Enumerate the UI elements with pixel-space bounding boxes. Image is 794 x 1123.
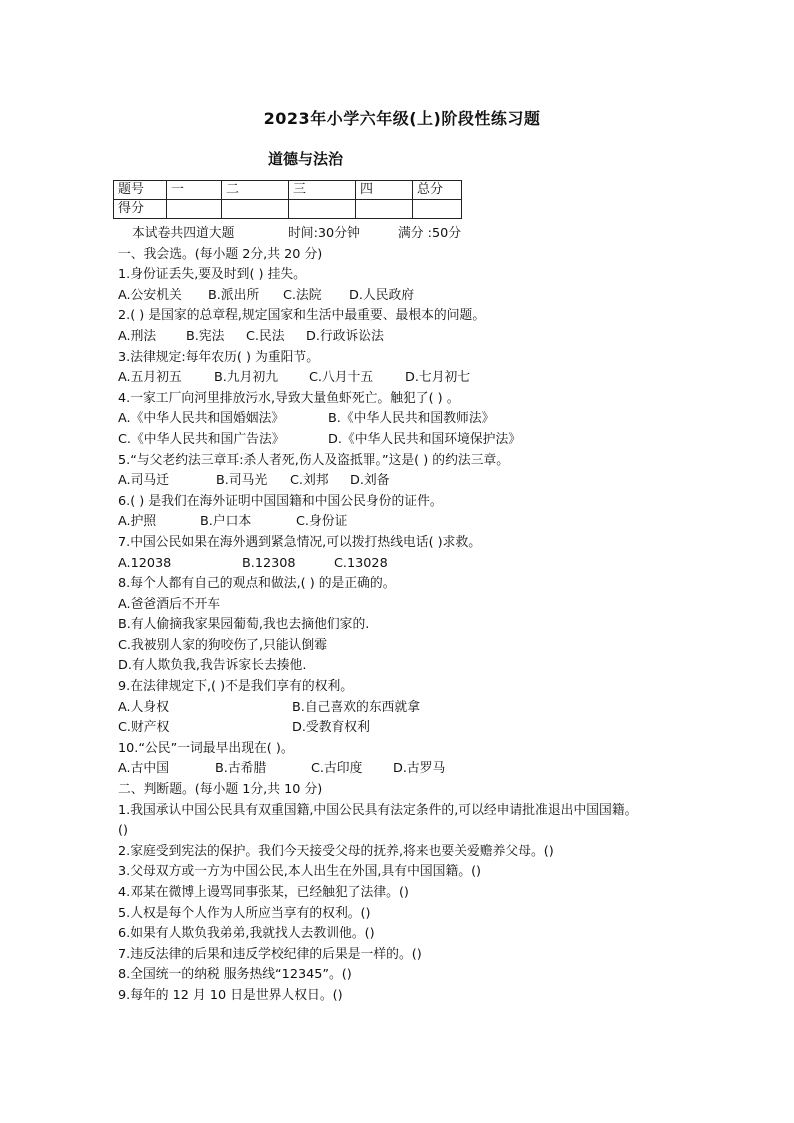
judgment-item: 4.邓某在微博上谩骂同事张某，已经触犯了法律。() xyxy=(118,885,409,900)
question-stem: 2.( ) 是国家的总章程,规定国家和生活中最重要、最根本的问题。 xyxy=(118,308,486,324)
option: C.刘邦 xyxy=(290,473,329,489)
full-score: 满分 :50分 xyxy=(398,226,462,241)
question-stem: 10.“公民”一词最早出现在( )。 xyxy=(118,740,294,756)
score-table-score-row xyxy=(114,200,462,219)
option: B.户口本 xyxy=(200,514,252,530)
judgment-item: 7.违反法律的后果和违反学校纪律的后果是一样的。() xyxy=(118,946,422,962)
question-stem: 8.每个人都有自己的观点和做法,( ) 的是正确的。 xyxy=(118,576,396,592)
option: C.财产权 xyxy=(118,720,170,736)
question-options xyxy=(118,327,718,348)
document-title: 2023年小学六年级(上)阶段性练习题 xyxy=(263,109,541,128)
option: D.刘备 xyxy=(350,473,390,489)
score-cell xyxy=(222,200,289,219)
option: C.八月十五 xyxy=(309,370,374,386)
option: C.身份证 xyxy=(296,514,348,530)
option: C.13028 xyxy=(334,555,388,571)
question-options xyxy=(118,759,718,780)
option: A.《中华人民共和国婚姻法》 xyxy=(118,411,285,427)
option: A.护照 xyxy=(118,514,157,530)
score-cell: 二 xyxy=(222,181,289,200)
score-cell: 三 xyxy=(289,181,356,200)
option: D.《中华人民共和国环境保护法》 xyxy=(328,431,522,447)
option: C.法院 xyxy=(283,287,322,303)
question-stem: 1.身份证丢失,要及时到( ) 挂失。 xyxy=(118,267,306,283)
time-limit: 时间:30分钟 xyxy=(288,226,360,241)
question-stem: 7.中国公民如果在海外遇到紧急情况,可以拨打热线电话( )求救。 xyxy=(118,534,482,550)
option: B.九月初九 xyxy=(214,370,279,386)
judgment-item: 9.每年的 12 月 10 日是世界人权日。() xyxy=(118,987,343,1003)
question-options xyxy=(118,409,718,430)
option: C.《中华人民共和国广告法》 xyxy=(118,431,285,447)
subject-title: 道德与法治 xyxy=(268,150,344,168)
score-table-header-row xyxy=(114,181,462,200)
score-cell xyxy=(413,200,462,219)
score-cell: 总分 xyxy=(413,181,462,200)
option: B.派出所 xyxy=(208,287,260,303)
question-stem: 5.“与父老约法三章耳:杀人者死,伤人及盗抵罪。”这是( ) 的约法三章。 xyxy=(118,452,510,468)
option: B.司马光 xyxy=(216,473,268,489)
option: A.五月初五 xyxy=(118,370,182,386)
option: B.有人偷摘我家果园葡萄,我也去摘他们家的. xyxy=(118,617,370,633)
score-cell xyxy=(289,200,356,219)
question-options xyxy=(118,430,718,451)
option: C.古印度 xyxy=(311,761,363,777)
judgment-item: () xyxy=(118,823,128,839)
question-count: 本试卷共四道大题 xyxy=(132,226,235,241)
option: D.古罗马 xyxy=(393,761,446,777)
judgment-item: 1.我国承认中国公民具有双重国籍,中国公民具有法定条件的,可以经申请批准退出中国国籍。 xyxy=(118,802,638,818)
option: D.人民政府 xyxy=(349,287,415,303)
option: B.《中华人民共和国教师法》 xyxy=(328,411,495,427)
option: D.行政诉讼法 xyxy=(306,328,384,344)
score-cell xyxy=(356,200,413,219)
score-cell: 一 xyxy=(167,181,222,200)
question-options xyxy=(118,286,718,307)
option: B.12308 xyxy=(242,555,296,571)
judgment-item: 8.全国统一的纳税 服务热线“12345”。() xyxy=(118,967,352,983)
option: D.受教育权利 xyxy=(292,720,370,736)
judgment-item: 3.父母双方或一方为中国公民,本人出生在外国,具有中国国籍。() xyxy=(118,864,482,880)
score-cell xyxy=(167,200,222,219)
option: A.司马迁 xyxy=(118,473,169,489)
question-options xyxy=(118,368,718,389)
question-options xyxy=(118,471,718,492)
question-stem: 6.( ) 是我们在海外证明中国国籍和中国公民身份的证件。 xyxy=(118,493,443,509)
option: B.自己喜欢的东西就拿 xyxy=(292,699,421,715)
option: A.12038 xyxy=(118,555,172,571)
score-cell: 得分 xyxy=(114,200,167,219)
option: B.宪法 xyxy=(186,328,225,344)
option: C.民法 xyxy=(246,328,285,344)
option: C.我被别人家的狗咬伤了,只能认倒霉 xyxy=(118,637,328,653)
score-cell: 题号 xyxy=(114,181,167,200)
section-heading: 一、我会选。(每小题 2分,共 20 分) xyxy=(118,246,323,262)
question-options xyxy=(118,718,718,739)
score-cell: 四 xyxy=(356,181,413,200)
option: A.人身权 xyxy=(118,699,169,715)
option: A.公安机关 xyxy=(118,287,182,303)
question-stem: 3.法律规定:每年农历( ) 为重阳节。 xyxy=(118,349,320,365)
exam-info xyxy=(118,224,718,245)
question-options xyxy=(118,698,718,719)
score-table xyxy=(113,180,462,219)
judgment-item: 2.家庭受到宪法的保护。我们今天接受父母的抚养,将来也要关爱赡养父母。() xyxy=(118,843,554,859)
option: A.古中国 xyxy=(118,761,169,777)
question-options xyxy=(118,512,718,533)
option: D.有人欺负我,我告诉家长去揍他. xyxy=(118,658,307,674)
option: A.爸爸酒后不开车 xyxy=(118,596,221,612)
question-stem: 9.在法律规定下,( )不是我们享有的权利。 xyxy=(118,679,354,695)
option: A.刑法 xyxy=(118,328,157,344)
option: D.七月初七 xyxy=(405,370,471,386)
judgment-item: 5.人权是每个人作为人所应当享有的权利。() xyxy=(118,905,371,921)
section-heading: 二、判断题。(每小题 1分,共 10 分) xyxy=(118,782,323,798)
question-stem: 4.一家工厂向河里排放污水,导致大量鱼虾死亡。触犯了( ) 。 xyxy=(118,390,460,406)
question-options xyxy=(118,554,718,575)
exam-content xyxy=(118,224,718,1007)
judgment-item: 6.如果有人欺负我弟弟,我就找人去教训他。() xyxy=(118,926,375,942)
option: B.古希腊 xyxy=(215,761,267,777)
